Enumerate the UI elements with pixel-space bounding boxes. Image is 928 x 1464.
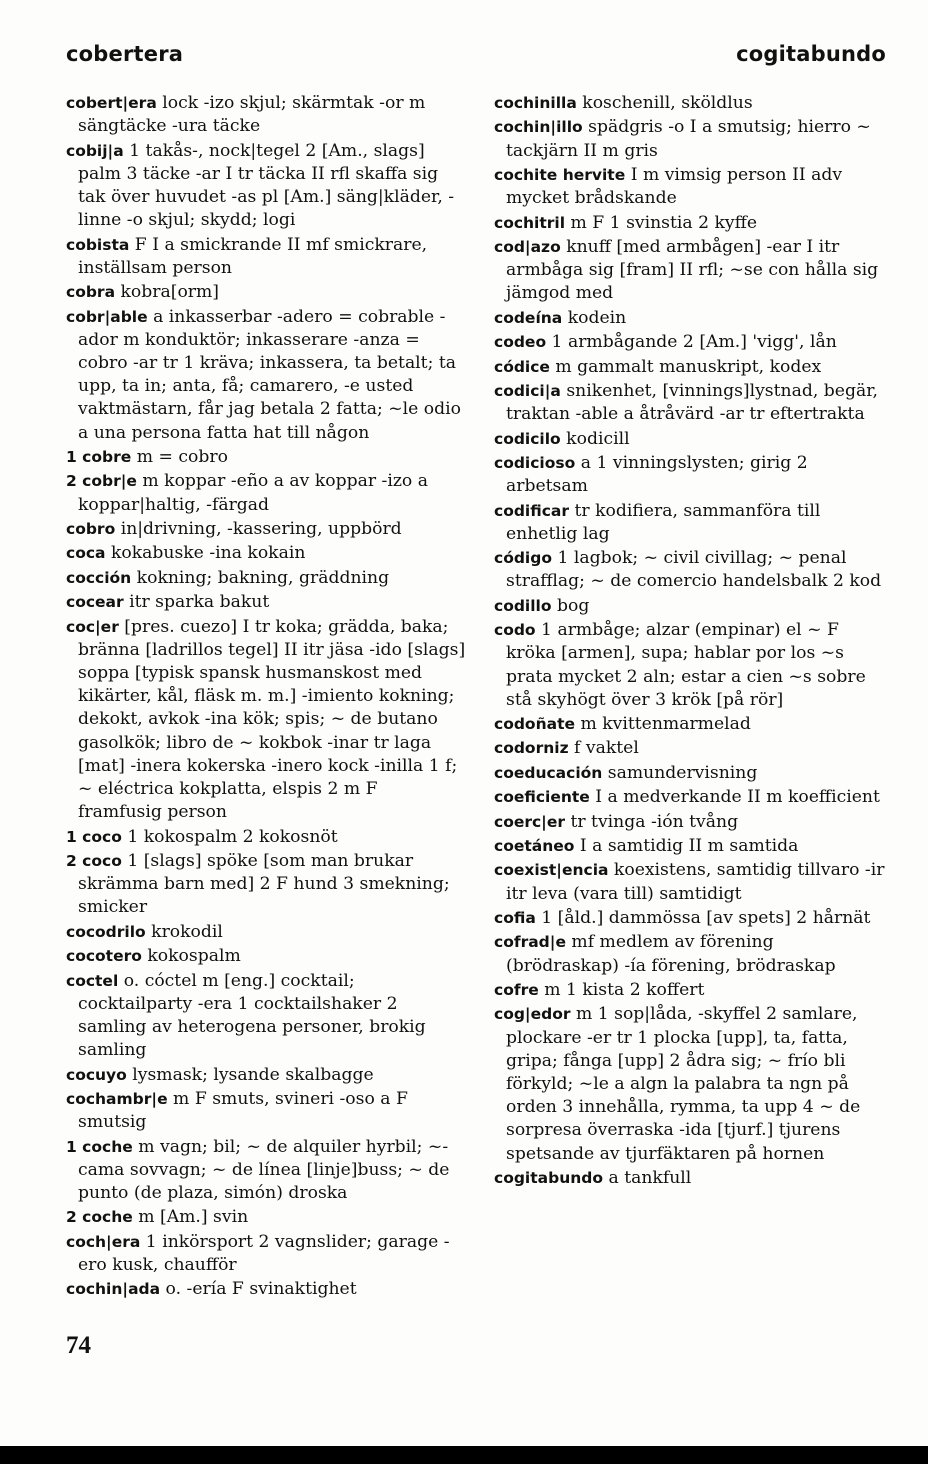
definition: samundervisning — [602, 762, 758, 783]
definition: itr sparka bakut — [123, 592, 270, 613]
definition: kobra[orm] — [115, 282, 220, 303]
headword: cochinilla — [494, 94, 577, 112]
definition: 1 inkörsport 2 vagnslider; garage -ero kusk, chaufför — [78, 1231, 450, 1275]
headword: códice — [494, 357, 550, 376]
dictionary-entry — [494, 931, 888, 977]
dictionary-entry — [66, 92, 466, 138]
dictionary-entry — [66, 1064, 466, 1087]
headword: cocear — [66, 593, 124, 612]
dictionary-entry — [494, 164, 888, 210]
definition: spädgris -o I a smutsig; hierro ~ tackjärn II m gris — [506, 117, 871, 161]
dictionary-entry — [494, 713, 888, 736]
definition: snikenhet, [vinnings]lystnad, begär, traktan -able a åtråvärd -ar tr eftertrakta — [506, 380, 878, 425]
headword: codorniz — [494, 739, 569, 758]
dictionary-entry — [494, 835, 888, 858]
dictionary-entry — [66, 945, 466, 968]
dictionary-entry — [494, 1167, 888, 1190]
dictionary-entry — [494, 619, 888, 712]
dictionary-entry — [494, 811, 888, 834]
dictionary-entry — [494, 452, 888, 498]
headword: codificar — [494, 501, 570, 520]
definition: m F 1 svinstia 2 kyffe — [565, 212, 758, 233]
definition: m vagn; bil; ~ de alquiler hyrbil; ~-cama sovvagn; ~ de línea [linje]buss; ~ de punto (de plaza, simón) droska — [78, 1136, 450, 1203]
definition: I a medverkande II m koefficient — [589, 787, 880, 808]
running-head-right: cogitabundo — [736, 42, 886, 66]
headword: 1 coco — [66, 827, 122, 846]
dictionary-entry — [494, 859, 888, 905]
headword: coexist|encia — [494, 861, 609, 880]
dictionary-entry — [494, 331, 888, 354]
dictionary-entry — [66, 470, 466, 516]
definition: bog — [551, 595, 590, 616]
definition: I a samtidig II m samtida — [574, 836, 799, 857]
headword: cofre — [494, 981, 539, 1000]
headword: cobij|a — [66, 141, 124, 160]
headword: 2 coche — [66, 1208, 133, 1227]
dictionary-entry — [494, 979, 888, 1002]
dictionary-entry — [66, 826, 466, 849]
definition: lock -izo skjul; skärmtak -or m sängtäcke -ura täcke — [78, 93, 426, 137]
headword: cofia — [494, 909, 536, 928]
running-head-left: cobertera — [66, 42, 184, 66]
dictionary-entry — [494, 212, 888, 235]
definition: a tankfull — [603, 1168, 692, 1189]
scan-border — [0, 1446, 928, 1464]
headword: 1 coche — [66, 1137, 133, 1156]
dictionary-entry — [66, 1278, 466, 1301]
headword: cobra — [66, 283, 116, 302]
dictionary-entry — [494, 500, 888, 546]
dictionary-entry — [494, 786, 888, 809]
dictionary-entry — [66, 1088, 466, 1134]
headword: cochite hervite — [494, 165, 626, 184]
dictionary-entry — [494, 907, 888, 930]
definition: mf medlem av förening (brödraskap) -ía förening, brödraskap — [506, 932, 836, 976]
headword: cocción — [66, 568, 132, 587]
definition: F I a smickrande II mf smickrare, inställsam person — [78, 234, 428, 278]
headword: coc|er — [66, 617, 119, 636]
dictionary-entry — [494, 1003, 888, 1165]
definition: 1 armbågande 2 [Am.] 'vigg', lån — [546, 332, 837, 353]
headword: cobert|era — [66, 94, 157, 112]
definition: in|drivning, -kassering, uppbörd — [115, 518, 402, 539]
dictionary-entry — [494, 595, 888, 618]
right-column — [494, 92, 888, 1191]
headword: coeficiente — [494, 788, 590, 807]
definition: kodein — [562, 307, 627, 328]
headword: cobr|able — [66, 307, 148, 326]
definition: koschenill, sköldlus — [576, 93, 753, 113]
definition: o. cóctel m [eng.] cocktail; cocktailparty -era 1 cocktailshaker 2 samling av heterogena personer, brokig samling — [78, 970, 426, 1061]
headword: codo — [494, 621, 536, 640]
headword: coch|era — [66, 1232, 141, 1251]
headword: codeína — [494, 308, 563, 327]
headword: coerc|er — [494, 812, 565, 831]
definition: m 1 kista 2 koffert — [538, 980, 705, 1001]
dictionary-entry — [66, 850, 466, 920]
headword: cocuyo — [66, 1065, 127, 1084]
dictionary-entry — [494, 428, 888, 451]
dictionary-entry — [66, 306, 466, 445]
dictionary-entry — [494, 356, 888, 379]
headword: coeducación — [494, 763, 603, 782]
headword: coctel — [66, 971, 119, 990]
headword: codeo — [494, 333, 547, 352]
definition: lysmask; lysande skalbagge — [126, 1064, 374, 1085]
definition: m kvittenmarmelad — [575, 714, 751, 735]
headword: cocotero — [66, 947, 142, 966]
headword: cochitril — [494, 213, 566, 232]
headword: cochambr|e — [66, 1089, 168, 1108]
headword: cofrad|e — [494, 933, 566, 952]
dictionary-entry — [66, 567, 466, 590]
dictionary-entry — [66, 921, 466, 944]
dictionary-entry — [494, 92, 888, 115]
definition: m F smuts, svineri -oso a F smutsig — [78, 1088, 408, 1133]
headword: cogitabundo — [494, 1169, 604, 1188]
dictionary-entry — [66, 616, 466, 825]
dictionary-entry — [494, 307, 888, 330]
headword: 1 cobre — [66, 447, 132, 466]
dictionary-entry — [66, 1136, 466, 1206]
definition: 1 [åld.] dammössa [av spets] 2 hårnät — [535, 908, 871, 929]
headword: 2 coco — [66, 851, 122, 870]
definition: 1 [slags] spöke [som man brukar skrämma barn med] 2 F hund 3 smekning; smicker — [78, 850, 450, 918]
dictionary-entry — [66, 140, 466, 233]
definition: I m vimsig person II adv mycket brådskande — [506, 164, 843, 209]
definition: m [Am.] svin — [132, 1207, 249, 1228]
definition: koexistens, samtidig tillvaro -ir itr leva (vara till) samtidigt — [506, 860, 885, 904]
dictionary-entry — [66, 970, 466, 1063]
definition: a 1 vinningslysten; girig 2 arbetsam — [506, 452, 808, 497]
left-column — [66, 92, 466, 1303]
definition: a inkasserbar -adero = cobrable -ador m konduktör; inkasserare -anza = cobro -ar tr 1 kräva; inkassera, ta betalt; ta upp, ta in; anta, få; camarero, -e usted vaktmästarn, får jag betala 2 fatta; ~le odio a una persona fatta hat till någon — [78, 306, 461, 443]
dictionary-entry — [494, 236, 888, 306]
definition: m = cobro — [131, 446, 228, 467]
dictionary-entry — [66, 234, 466, 280]
dictionary-entry — [494, 547, 888, 593]
definition: o. -ería F svinaktighet — [160, 1279, 357, 1300]
headword: codicilo — [494, 429, 561, 448]
dictionary-entry — [494, 116, 888, 162]
headword: coetáneo — [494, 837, 575, 856]
headword: 2 cobr|e — [66, 472, 137, 491]
dictionary-entry — [66, 446, 466, 469]
definition: m 1 sop|låda, -skyffel 2 samlare, plockare -er tr 1 plocka [upp], ta, fatta, gripa; fånga [upp] 2 ådra sig; ~ frío bli förkyld; ~le a algn la palabra ta ngn på orden 3 innehålla, rymma, ta upp 4 ~ de sorpresa överraska -ida [tjurf.] tjurens spetsande av tjurfäktaren på hornen — [506, 1004, 861, 1164]
definition: kokning; bakning, gräddning — [131, 567, 390, 588]
headword: cobro — [66, 519, 116, 538]
dictionary-entry — [494, 737, 888, 760]
definition: m koppar -eño a av koppar -izo a koppar|haltig, -färgad — [78, 471, 428, 515]
definition: kodicill — [560, 428, 630, 449]
definition: 1 takås-, nock|tegel 2 [Am., slags] palm 3 täcke -ar I tr täcka II rfl skaffa sig tak över huvudet -as pl [Am.] säng|kläder, -linne -o skjul; skydd; logi — [78, 140, 455, 231]
dictionary-entry — [494, 762, 888, 785]
headword: coca — [66, 544, 106, 563]
headword: cobista — [66, 235, 130, 254]
headword: codicioso — [494, 453, 576, 472]
definition: [pres. cuezo] I tr koka; grädda, baka; bränna [ladrillos tegel] II itr jäsa -ido [slags] soppa [typisk spansk husmanskost med kikärter, kål, fläsk m. m.] -imiento kokning; dekokt, avkok -ina kök; spis; ~ de butano gasolkök; libro de ~ kokbok -inar tr laga [mat] -inera kokerska -inero kock -inilla 1 f; ~ eléctrica kokplatta, elspis 2 m F framfusig person — [78, 616, 466, 823]
dictionary-entry — [494, 380, 888, 426]
headword: codoñate — [494, 715, 575, 734]
definition: knuff [med armbågen] -ear I itr armbåga sig [fram] II rfl; ~se con hålla sig jämgod med — [506, 236, 879, 304]
definition: kokabuske -ina kokain — [105, 543, 306, 564]
dictionary-entry — [66, 591, 466, 614]
dictionary-entry — [66, 1206, 466, 1229]
headword: codillo — [494, 596, 552, 615]
definition: krokodil — [145, 921, 223, 942]
headword: cochin|ada — [66, 1280, 161, 1299]
dictionary-entry — [66, 542, 466, 565]
headword: cog|edor — [494, 1005, 571, 1024]
definition: 1 lagbok; ~ civil civillag; ~ penal strafflag; ~ de comercio handelsbalk 2 kod — [506, 548, 882, 592]
headword: cochin|illo — [494, 118, 583, 137]
definition: tr kodifiera, sammanföra till enhetlig lag — [506, 500, 821, 544]
headword: codici|a — [494, 381, 561, 400]
page-number: 74 — [66, 1332, 91, 1359]
headword: cocodrilo — [66, 922, 146, 941]
definition: 1 armbåge; alzar (empinar) el ~ F kröka [armen], supa; hablar por los ~s prata mycket 2 aln; estar a cien ~s sobre stå skyhögt över 3 krök [på rör] — [506, 620, 866, 710]
definition: f vaktel — [568, 738, 639, 759]
definition: kokospalm — [141, 946, 241, 967]
dictionary-entry — [66, 1231, 466, 1277]
definition: m gammalt manuskript, kodex — [549, 356, 822, 377]
dictionary-entry — [66, 518, 466, 541]
headword: código — [494, 549, 552, 568]
dictionary-entry — [66, 281, 466, 304]
definition: 1 kokospalm 2 kokosnöt — [121, 826, 338, 847]
headword: cod|azo — [494, 237, 561, 256]
definition: tr tvinga -ión tvång — [565, 811, 739, 832]
